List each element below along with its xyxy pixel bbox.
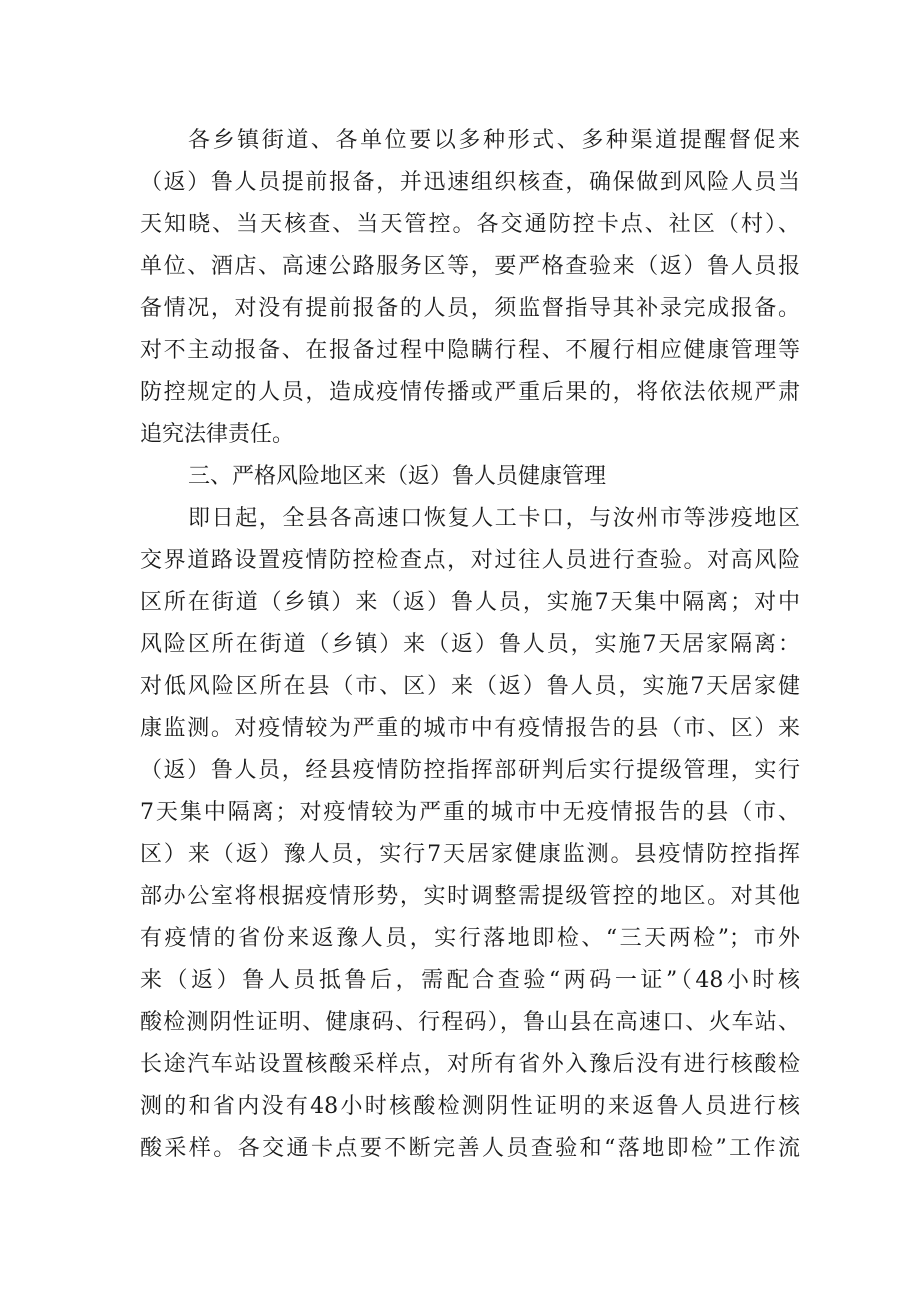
paragraph-1-line-8: 追究法律责任。 [140,422,295,447]
paragraph-2-line-8: 7天集中隔离；对疫情较为严重的城市中无疫情报告的县（市、 [140,800,800,825]
section-heading: 三、严格风险地区来（返）鲁人员健康管理 [188,464,607,489]
paragraph-1-line-1: 各乡镇街道、各单位要以多种形式、多种渠道提醒督促来 [188,128,800,153]
paragraph-2-line-12: 来（返）鲁人员抵鲁后，需配合查验“两码一证”（48小时核 [140,968,800,993]
paragraph-2-line-1: 即日起，全县各高速口恢复人工卡口，与汝州市等涉疫地区 [188,506,800,531]
paragraph-1-line-4: 单位、酒店、高速公路服务区等，要严格查验来（返）鲁人员报 [140,254,800,279]
paragraph-2-line-9: 区）来（返）豫人员，实行7天居家健康监测。县疫情防控指挥 [140,842,800,867]
paragraph-2-line-16: 酸采样。各交通卡点要不断完善人员查验和“落地即检”工作流 [140,1136,800,1161]
paragraph-2-line-10: 部办公室将根据疫情形势，实时调整需提级管控的地区。对其他 [140,884,800,909]
paragraph-2-line-5: 对低风险区所在县（市、区）来（返）鲁人员，实施7天居家健 [140,674,800,699]
paragraph-1-line-2: （返）鲁人员提前报备，并迅速组织核查，确保做到风险人员当 [140,170,800,195]
paragraph-1-line-6: 对不主动报备、在报备过程中隐瞒行程、不履行相应健康管理等 [140,338,800,363]
paragraph-2-line-4: 风险区所在街道（乡镇）来（返）鲁人员，实施7天居家隔离： [140,632,800,657]
paragraph-1-line-7: 防控规定的人员，造成疫情传播或严重后果的，将依法依规严肃 [140,380,800,405]
paragraph-2-line-6: 康监测。对疫情较为严重的城市中有疫情报告的县（市、区）来 [140,716,800,741]
paragraph-2-line-14: 长途汽车站设置核酸采样点，对所有省外入豫后没有进行核酸检 [140,1052,800,1077]
paragraph-2-line-13: 酸检测阴性证明、健康码、行程码），鲁山县在高速口、火车站、 [140,1010,800,1035]
paragraph-1-line-3: 天知晓、当天核查、当天管控。各交通防控卡点、社区（村）、 [140,212,800,237]
paragraph-1-line-5: 备情况，对没有提前报备的人员，须监督指导其补录完成报备。 [140,296,800,321]
paragraph-2-line-15: 测的和省内没有48小时核酸检测阴性证明的来返鲁人员进行核 [140,1094,800,1119]
paragraph-2-line-2: 交界道路设置疫情防控检查点，对过往人员进行查验。对高风险 [140,548,800,573]
paragraph-2-line-11: 有疫情的省份来返豫人员，实行落地即检、“三天两检”；市外 [140,926,800,951]
paragraph-2-line-7: （返）鲁人员，经县疫情防控指挥部研判后实行提级管理，实行 [140,758,800,783]
paragraph-2-line-3: 区所在街道（乡镇）来（返）鲁人员，实施7天集中隔离；对中 [140,590,800,615]
